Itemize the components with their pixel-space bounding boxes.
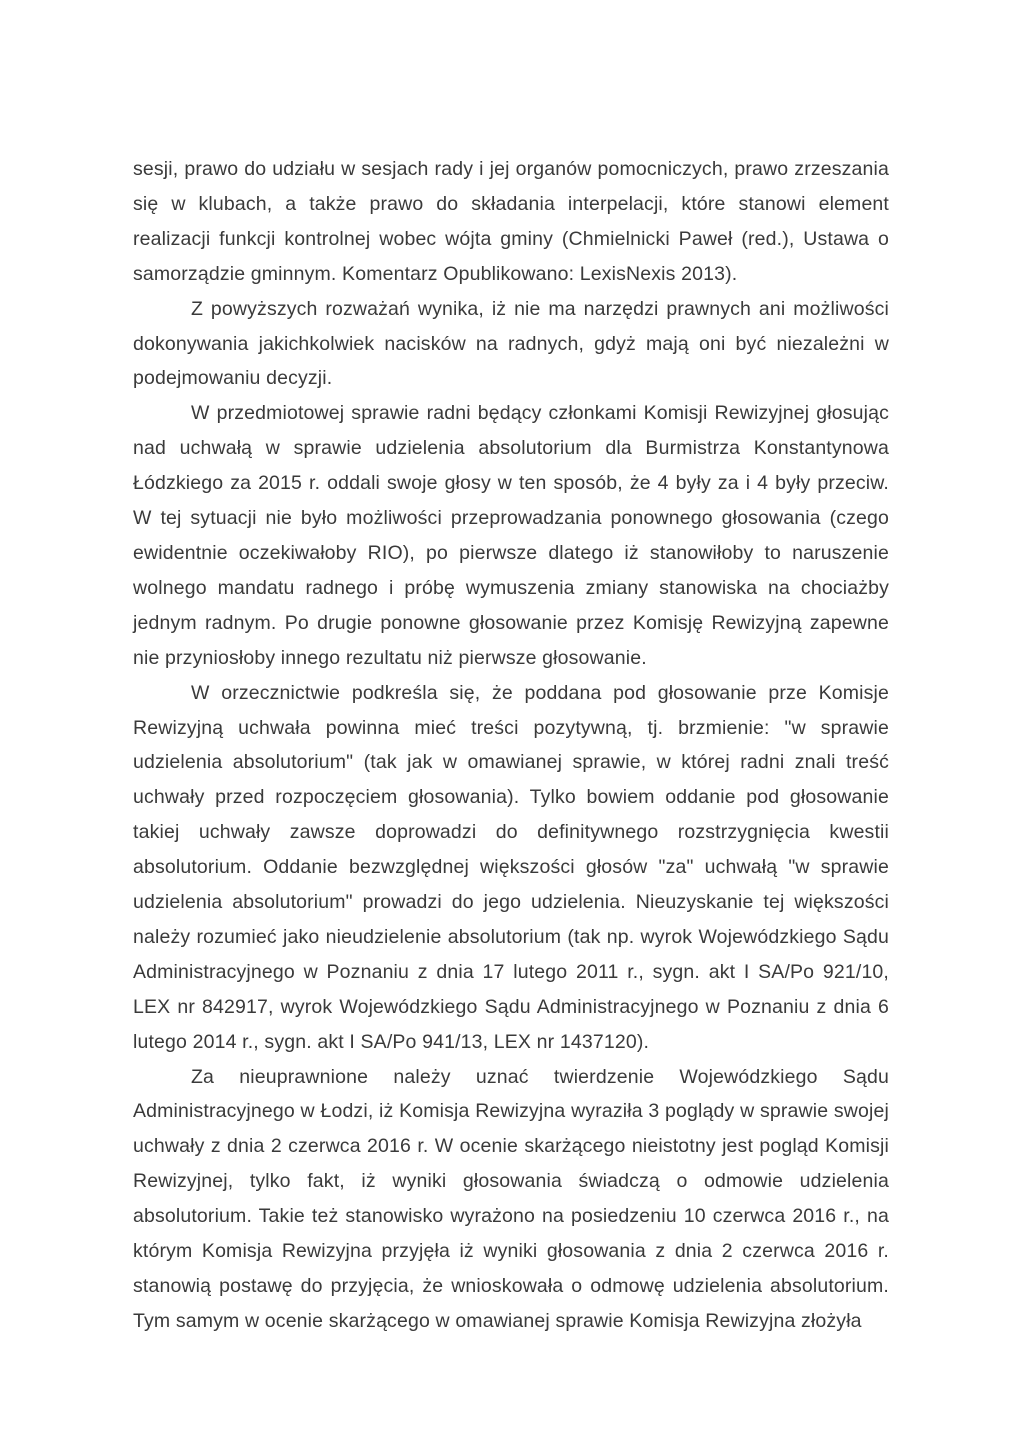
- paragraph: Za nieuprawnione należy uznać twierdzenie Wojewódzkiego Sądu Administracyjnego w Łodzi, iż Komisja Rewizyjna wyraziła 3 poglądy w sprawie swojej uchwały z dnia 2 czerwca 2016 r. W ocenie skarżącego nieistotny jest pogląd Komisji Rewizyjnej, tylko fakt, iż wyniki głosowania świadczą o odmowie udzielenia absolutorium. Takie też stanowisko wyrażono na posiedzeniu 10 czerwca 2016 r., na którym Komisja Rewizyjna przyjęła iż wyniki głosowania z dnia 2 czerwca 2016 r. stanowią postawę do przyjęcia, że wnioskowała o odmowę udzielenia absolutorium. Tym samym w ocenie skarżącego w omawianej sprawie Komisja Rewizyjna złożyła: [133, 1065, 889, 1332]
- document-body: [133, 152, 889, 1339]
- paragraph: Z powyższych rozważań wynika, iż nie ma narzędzi prawnych ani możliwości dokonywania jakichkolwiek nacisków na radnych, gdyż mają oni być niezależni w podejmowaniu decyzji.: [133, 297, 889, 390]
- paragraph: W orzecznictwie podkreśla się, że poddana pod głosowanie prze Komisje Rewizyjną uchwała powinna mieć treści pozytywną, tj. brzmienie: "w sprawie udzielenia absolutorium" (tak jak w omawianej sprawie, w której radni znali treść uchwały przed rozpoczęciem głosowania). Tylko bowiem oddanie pod głosowanie takiej uchwały zawsze doprowadzi do definitywnego rozstrzygnięcia kwestii absolutorium. Oddanie bezwzględnej większości głosów "za" uchwałą "w sprawie udzielenia absolutorium" prowadzi do jego udzielenia. Nieuzyskanie tej większości należy rozumieć jako nieudzielenie absolutorium (tak np. wyrok Wojewódzkiego Sądu Administracyjnego w Poznaniu z dnia 17 lutego 2011 r., sygn. akt I SA/Po 921/10, LEX nr 842917, wyrok Wojewódzkiego Sądu Administracyjnego w Poznaniu z dnia 6 lutego 2014 r., sygn. akt I SA/Po 941/13, LEX nr 1437120).: [133, 681, 889, 1053]
- paragraph-continuation: sesji, prawo do udziału w sesjach rady i jej organów pomocniczych, prawo zrzeszania się w klubach, a także prawo do składania interpelacji, które stanowi element realizacji funkcji kontrolnej wobec wójta gminy (Chmielnicki Paweł (red.), Ustawa o samorządzie gminnym. Komentarz Opublikowano: LexisNexis 2013).: [133, 158, 889, 285]
- paragraph: W przedmiotowej sprawie radni będący członkami Komisji Rewizyjnej głosując nad uchwałą w sprawie udzielenia absolutorium dla Burmistrza Konstantynowa Łódzkiego za 2015 r. oddali swoje głosy w ten sposób, że 4 były za i 4 były przeciw. W tej sytuacji nie było możliwości przeprowadzania ponownego głosowania (czego ewidentnie oczekiwałoby RIO), po pierwsze dlatego iż stanowiłoby to naruszenie wolnego mandatu radnego i próbę wymuszenia zmiany stanowiska na chociażby jednym radnym. Po drugie ponowne głosowanie przez Komisję Rewizyjną zapewne nie przyniosłoby innego rezultatu niż pierwsze głosowanie.: [133, 402, 889, 669]
